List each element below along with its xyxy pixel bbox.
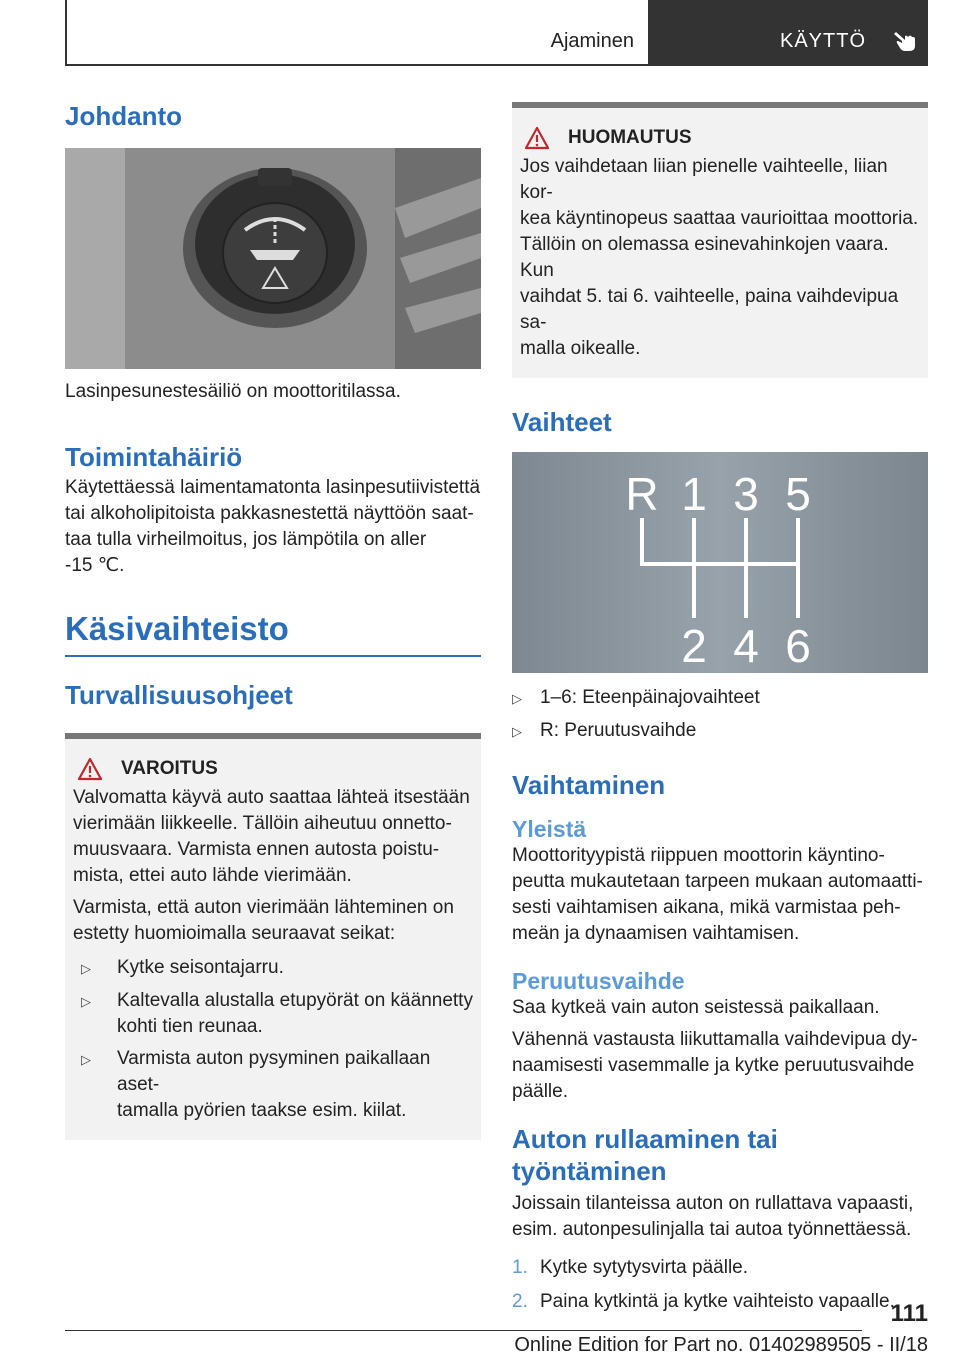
list-item [81,988,473,1040]
page-header [65,0,928,66]
heading-safety: Turvallisuusohjeet [65,680,293,710]
washer-reservoir-photo [65,148,481,369]
warning-triangle-icon [77,757,103,781]
text-line: kea käyntinopeus saattaa vaurioittaa moottoria. [520,208,919,229]
warning-box [65,733,481,1140]
list-item-text: 1–6: Eteenpäinajovaihteet [540,687,760,708]
list-item [512,1255,928,1281]
bullet-triangle-icon: ▷ [81,1052,91,1067]
text-line: Tällöin on olemassa esinevahinkojen vaara. Kun [520,234,889,281]
steps-list [512,1255,928,1315]
text-line: Kytke seisontajarru. [117,957,284,978]
heading-shifting: Vaihtaminen [512,770,666,800]
gear-label-6: 6 [785,620,811,672]
text-line: malla oikealle. [520,338,641,359]
heading-line: Auton rullaaminen tai [512,1124,778,1154]
gear-label-4: 4 [733,620,759,672]
text-line: päälle. [512,1081,568,1102]
bullet-triangle-icon: ▷ [512,691,522,706]
heading-fault: Toimintahäiriö [65,442,243,472]
warning-title-text: VAROITUS [121,758,218,779]
warning-list [73,955,473,1124]
text-line: Varmista auton pysyminen paikallaan aset- [117,1048,431,1095]
text-line: Kaltevalla alustalla etupyörät on käännetty [117,990,473,1011]
warning-title [73,757,473,781]
list-item [81,955,473,982]
bullet-triangle-icon: ▷ [512,724,522,739]
text-line: tamalla pyörien taakse esim. kiilat. [117,1100,407,1121]
text-line: vierimään liikkeelle. Tällöin aiheutuu onnetto- [73,813,452,834]
bullet-triangle-icon: ▷ [81,994,91,1009]
list-item [512,1289,928,1315]
heading-manual-transmission: Käsivaihteisto [65,610,289,647]
list-item [512,718,928,745]
gear-label-5: 5 [785,468,811,520]
text-line: muusvaara. Varmista ennen autosta poistu- [73,839,440,860]
text-line: Joissain tilanteissa auton on rullattava vapaasti, [512,1193,914,1214]
heading-intro: Johdanto [65,101,182,131]
gear-label-1: 1 [681,468,707,520]
heading-line: työntäminen [512,1156,667,1186]
text-line: sesti vaihtamisen aikana, mikä varmistaa peh- [512,897,901,918]
gear-label-2: 2 [681,620,707,672]
heading-rolling [512,1123,928,1187]
list-item [81,1046,473,1124]
text-line: estetty huomioimalla seuraavat seikat: [73,923,396,944]
bullet-triangle-icon: ▷ [81,961,91,976]
notice-title-text: HUOMAUTUS [568,127,692,148]
footer-rule [65,1330,862,1331]
step-number: 1. [512,1257,528,1278]
list-item [512,685,928,712]
photo-caption: Lasinpesunestesäiliö on moottoritilassa. [65,381,401,402]
fault-text [65,475,481,579]
general-text [512,843,928,947]
heading-general: Yleistä [512,816,587,842]
text-line: naamisesti vasemmalle ja kytke peruutusvaihde [512,1055,915,1076]
footer-edition: Online Edition for Part no. 01402989505 - II/18 [514,1334,928,1356]
text-line: Jos vaihdetaan liian pienelle vaihteelle, liian kor- [520,156,888,203]
text-line: Saa kytkeä vain auton seistessä paikallaan. [512,997,880,1018]
text-line: Valvomatta käyvä auto saattaa lähteä itsestään [73,787,470,808]
text-line: Vähennä vastausta liikuttamalla vaihdevipua dy- [512,1029,918,1050]
text-line: kohti tien reunaa. [117,1016,263,1037]
text-line: meän ja dynaamisen vaihtamisen. [512,923,800,944]
text-line: ‑15 ℃. [65,555,125,576]
page-number: 111 [890,1300,928,1327]
text-line: tai alkoholipitoista pakkasnestettä näyttöön saat- [65,503,474,524]
text-line: esim. autonpesulinjalla tai autoa työnnettäessä. [512,1219,912,1240]
text-line: taa tulla virheilmoitus, jos lämpötila on aller [65,529,427,550]
header-section-title: Ajaminen [550,30,634,52]
text-line: Käytettäessä laimentamatonta lasinpesutiivistettä [65,477,481,498]
gear-label-r: R [625,468,659,520]
notice-title [520,126,920,150]
step-text: Kytke sytytysvirta päälle. [540,1257,749,1278]
notice-box [512,102,928,378]
text-line: mista, ettei auto lähde vierimään. [73,865,352,886]
heading-rule [65,655,481,657]
pointing-hand-icon [892,28,918,54]
heading-gears: Vaihteet [512,407,612,437]
header-chapter-box [650,0,928,66]
warning-triangle-icon [524,126,550,150]
step-number: 2. [512,1291,528,1312]
text-line: Varmista, että auton vierimään lähteminen on [73,897,454,918]
left-column [65,100,481,1140]
gear-pattern-image [512,452,928,673]
text-line: vaihdat 5. tai 6. vaihteelle, paina vaihdevipua sa- [520,286,899,333]
reverse-text [512,1027,928,1105]
header-section-box [65,0,650,66]
right-column [512,100,928,1315]
rolling-text [512,1191,928,1243]
text-line: peutta mukautetaan tarpeen mukaan automaatti- [512,871,923,892]
header-chapter-title: KÄYTTÖ [780,30,867,52]
step-text: Paina kytkintä ja kytke vaihteisto vapaalle. [540,1291,895,1312]
list-item-text: R: Peruutusvaihde [540,720,697,741]
gear-label-3: 3 [733,468,759,520]
gear-list [512,685,928,745]
text-line: Moottorityypistä riippuen moottorin käyntino- [512,845,885,866]
heading-reverse: Peruutusvaihde [512,968,685,994]
